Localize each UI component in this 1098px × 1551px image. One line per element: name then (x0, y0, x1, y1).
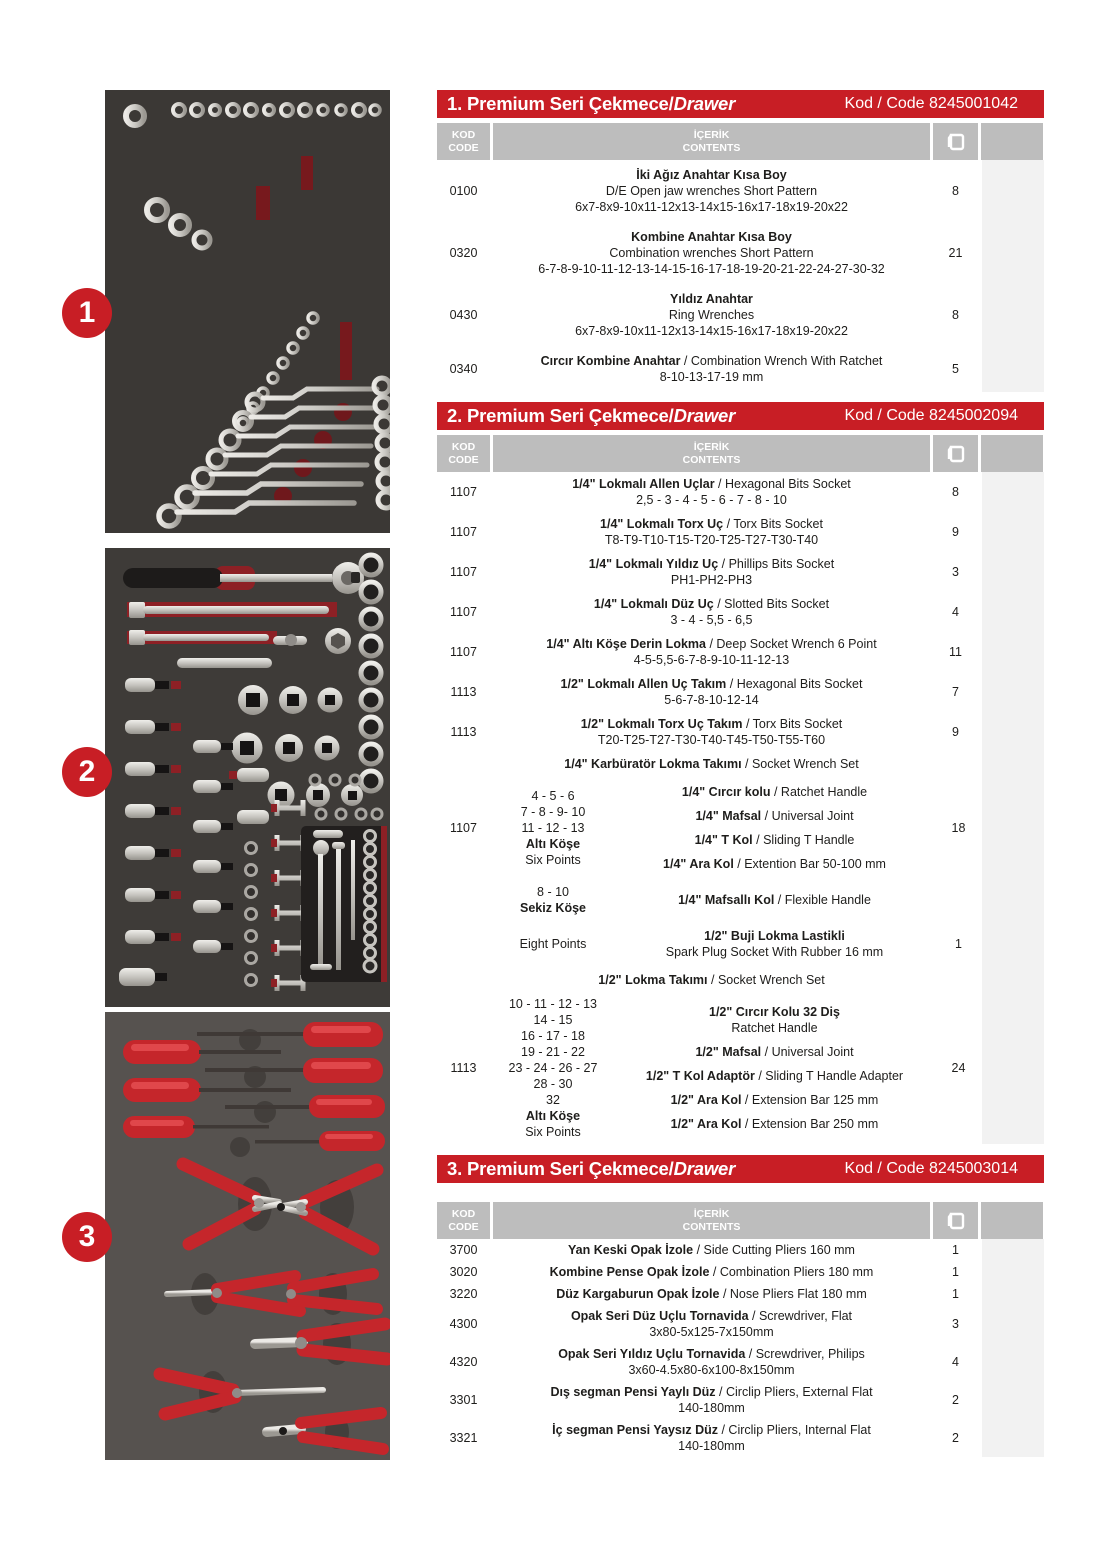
content-cell: 1/2" Lokmalı Allen Uç Takım / Hexagonal Bits Socket 5-6-7-8-10-12-14 (560, 677, 863, 707)
table-row (437, 160, 1044, 222)
table-row (437, 1305, 1044, 1343)
code-cell: 3321 (449, 1431, 478, 1445)
col-header-contents: İÇERİK CONTENTS (493, 435, 930, 472)
code-cell: 3220 (449, 1287, 478, 1301)
qty-cell: 4 (952, 1355, 959, 1369)
table-1-body (437, 160, 1044, 392)
qty-cell: 1 (955, 937, 962, 951)
table-row (437, 512, 1044, 552)
set-heading: 1/2" Lokma Takımı / Socket Wrench Set (598, 973, 825, 987)
slash-separator: / (709, 1265, 720, 1279)
qty-cell: 3 (952, 565, 959, 579)
slash-separator: / (761, 809, 772, 823)
content-cell: İki Ağız Anahtar Kısa Boy D/E Open jaw wrenches Short Pattern 6x7-8x9-10x11-12x13-14x15-16x17-18x19-20x22 (575, 168, 848, 214)
content-cell: Düz Kargaburun Opak İzole / Nose Pliers Flat 180 mm (556, 1287, 867, 1301)
slash-separator: / (723, 517, 734, 531)
content-cell: Kombine Pense Opak İzole / Combination Pliers 180 mm (549, 1265, 874, 1279)
col-header-quantity (933, 435, 978, 472)
set-group-sparkplug (437, 920, 1044, 968)
col-header-extra (981, 123, 1043, 160)
table-row (437, 1381, 1044, 1419)
set-group-quarter (437, 776, 1044, 880)
slash-separator: / (680, 354, 691, 368)
table-row (437, 672, 1044, 712)
socket-drawer-image (105, 548, 390, 1007)
col-header-kod-code: KOD CODE (437, 1202, 490, 1239)
sizes-cell: 8 - 10 Sekiz Köşe (519, 885, 586, 915)
drawer-word: Drawer (673, 1158, 736, 1179)
col-header-contents: İÇERİK CONTENTS (493, 123, 930, 160)
section-drawer-3 (437, 1155, 1044, 1457)
slash-separator: / (752, 833, 764, 847)
items-cell: 1/2" Cırcır Kolu 32 Diş Ratchet Handle 1/2" Mafsal / Universal Joint 1/2" T Kol Adaptör / Sliding T Handle Adapter 1/2" Ara Kol / Extension Bar 125 mm 1/2" Ara Kol / Extension Bar 250 mm (645, 1005, 904, 1131)
set-group-half (437, 992, 1044, 1144)
set-heading: 1/4" Karbüratör Lokma Takımı / Socket Wrench Set (564, 757, 859, 771)
quantity-icon (945, 1210, 967, 1232)
qty-cell: 8 (952, 184, 959, 198)
code-cell: 1107 (450, 525, 477, 539)
table-row (437, 346, 1044, 392)
drawer-word: Drawer (673, 93, 736, 114)
qty-cell: 1 (952, 1265, 959, 1279)
quantity-icon (945, 443, 967, 465)
content-cell: Opak Seri Yıldız Uçlu Tornavida / Screwdriver, Philips 3x60-4.5x80-6x100-8x150mm (558, 1347, 865, 1377)
table-3-header (437, 1202, 1044, 1239)
code-cell: 1113 (450, 685, 477, 699)
qty-cell: 8 (952, 485, 959, 499)
table-row (437, 632, 1044, 672)
qty-cell: 9 (952, 725, 959, 739)
qty-cell: 1 (952, 1243, 959, 1257)
drawer-photo-1 (105, 90, 390, 533)
quantity-icon (945, 131, 967, 153)
items-cell: 1/2" Buji Lokma Lastikli Spark Plug Socket With Rubber 16 mm (665, 929, 884, 959)
wrench-drawer-image (105, 90, 390, 533)
content-cell: Dış segman Pensi Yaylı Düz / Circlip Pliers, External Flat 140-180mm (550, 1385, 873, 1415)
drawer-photo-2 (105, 548, 390, 1007)
section-title: 2. Premium Seri Çekmece/Drawer (447, 405, 736, 426)
content-cell: 1/2" Lokmalı Torx Uç Takım / Torx Bits Socket T20-T25-T27-T30-T40-T45-T50-T55-T60 (580, 717, 843, 747)
section-2-banner (437, 402, 1044, 430)
code-cell: 1107 (450, 605, 477, 619)
table-row (437, 222, 1044, 284)
content-cell: İç segman Pensi Yaysız Düz / Circlip Pliers, Internal Flat 140-180mm (552, 1423, 871, 1453)
content-cell: Kombine Anahtar Kısa Boy Combination wrenches Short Pattern 6-7-8-9-10-11-12-13-14-15-16-17-18-19-20-21-22-24-27-30-32 (538, 230, 885, 276)
slash-separator: / (705, 637, 717, 651)
qty-cell: 2 (952, 1431, 959, 1445)
code-cell: 0100 (449, 184, 478, 198)
slash-separator: / (761, 1045, 772, 1059)
slash-separator: / (741, 757, 752, 771)
section-drawer-2 (437, 402, 1044, 1144)
qty-cell: 18 (951, 821, 966, 835)
qty-cell: 1 (952, 1287, 959, 1301)
drawer-marker-2 (62, 747, 112, 797)
slash-separator: / (718, 557, 729, 571)
slash-separator: / (770, 785, 781, 799)
content-cell: Opak Seri Düz Uçlu Tornavida / Screwdriver, Flat 3x80-5x125-7x150mm (570, 1309, 853, 1339)
content-cell: 1/4" Lokmalı Torx Uç / Torx Bits Socket T8-T9-T10-T15-T20-T25-T27-T30-T40 (600, 517, 823, 547)
set-heading-row (437, 968, 1044, 992)
section-title: 3. Premium Seri Çekmece/Drawer (447, 1158, 736, 1179)
section-title: 1. Premium Seri Çekmece/Drawer (447, 93, 736, 114)
table-row (437, 592, 1044, 632)
col-header-quantity (933, 1202, 978, 1239)
sizes-cell: Eight Points (519, 937, 587, 951)
table-2-body (437, 472, 1044, 1144)
col-header-extra (981, 1202, 1043, 1239)
table-row (437, 284, 1044, 346)
set-heading-row (437, 752, 1044, 776)
code-cell: 4300 (449, 1317, 478, 1331)
qty-cell: 5 (952, 362, 959, 376)
content-cell: 1/4" Lokmalı Yıldız Uç / Phillips Bits Socket PH1-PH2-PH3 (588, 557, 835, 587)
slash-separator: / (715, 1385, 726, 1399)
table-row (437, 1239, 1044, 1261)
table-row (437, 1343, 1044, 1381)
code-cell: 0320 (449, 246, 478, 260)
code-cell: 4320 (449, 1355, 478, 1369)
code-cell: 1107 (450, 485, 477, 499)
col-header-kod-code: KOD CODE (437, 435, 490, 472)
col-header-kod-code: KOD CODE (437, 123, 490, 160)
table-row (437, 1419, 1044, 1457)
slash-separator: / (693, 1243, 704, 1257)
content-cell: Yan Keski Opak İzole / Side Cutting Pliers 160 mm (568, 1243, 855, 1257)
marker-number: 1 (78, 296, 96, 329)
slash-separator: / (713, 597, 725, 611)
section-code-label: Kod / Code 8245002094 (844, 407, 1018, 424)
table-1-header (437, 123, 1044, 160)
section-code-label: Kod / Code 8245001042 (844, 95, 1018, 112)
code-cell: 1107 (450, 565, 477, 579)
pliers-drawer-image (105, 1012, 390, 1460)
qty-cell: 24 (951, 1061, 966, 1075)
slash-separator: / (726, 677, 737, 691)
qty-cell: 3 (952, 1317, 959, 1331)
table-row (437, 712, 1044, 752)
qty-cell: 8 (952, 308, 959, 322)
col-header-quantity (933, 123, 978, 160)
drawer-marker-1 (62, 288, 112, 338)
qty-cell: 11 (949, 645, 962, 659)
section-1-banner (437, 90, 1044, 118)
code-cell: 3700 (449, 1243, 478, 1257)
sizes-cell: 10 - 11 - 12 - 13 14 - 15 16 - 17 - 18 19 - 21 - 22 23 - 24 - 26 - 27 28 - 30 32 Altı Köşe Six Points (508, 997, 598, 1139)
slash-separator: / (748, 1309, 759, 1323)
content-cell: 1/4" Lokmalı Allen Uçlar / Hexagonal Bits Socket 2,5 - 3 - 4 - 5 - 6 - 7 - 8 - 10 (572, 477, 851, 507)
drawer-word: Drawer (673, 405, 736, 426)
code-cell: 1107 (450, 645, 477, 659)
table-row (437, 472, 1044, 512)
qty-cell: 7 (952, 685, 959, 699)
content-cell: 1/4" Lokmalı Düz Uç / Slotted Bits Socket 3 - 4 - 5,5 - 6,5 (593, 597, 830, 627)
sizes-cell: 4 - 5 - 6 7 - 8 - 9- 10 11 - 12 - 13 Altı Köşe Six Points (520, 789, 586, 867)
slash-separator: / (774, 893, 785, 907)
table-3-body (437, 1239, 1044, 1457)
table-row (437, 552, 1044, 592)
marker-number: 3 (78, 1220, 96, 1253)
table-row (437, 1261, 1044, 1283)
table-2-header (437, 435, 1044, 472)
slash-separator: / (742, 717, 753, 731)
qty-cell: 4 (952, 605, 959, 619)
qty-cell: 21 (948, 246, 963, 260)
content-cell: Cırcır Kombine Anahtar / Combination Wrench With Ratchet 8-10-13-17-19 mm (540, 354, 883, 384)
slash-separator: / (733, 857, 745, 871)
drawer-marker-3 (62, 1212, 112, 1262)
code-cell: 3301 (449, 1393, 478, 1407)
slash-separator: / (718, 1423, 729, 1437)
code-cell: 3020 (449, 1265, 478, 1279)
table-row (437, 1283, 1044, 1305)
slash-separator: / (707, 973, 718, 987)
code-cell: 1113 (450, 725, 477, 739)
col-header-contents: İÇERİK CONTENTS (493, 1202, 930, 1239)
items-cell: 1/4" Mafsallı Kol / Flexible Handle (678, 893, 871, 907)
items-cell: 1/4" Cırcır kolu / Ratchet Handle 1/4" Mafsal / Universal Joint 1/4" T Kol / Sliding T Handle 1/4" Ara Kol / Extention Bar 50-100 mm (663, 785, 886, 871)
code-cell: 1107 (450, 821, 477, 835)
section-drawer-1 (437, 90, 1044, 392)
slash-separator: / (714, 477, 725, 491)
qty-cell: 2 (952, 1393, 959, 1407)
slash-separator: / (745, 1347, 756, 1361)
set-group-eightpoint (437, 880, 1044, 920)
col-header-extra (981, 435, 1043, 472)
marker-number: 2 (78, 755, 96, 788)
section-code-label: Kod / Code 8245003014 (844, 1160, 1018, 1177)
section-3-banner (437, 1155, 1044, 1183)
code-cell: 0430 (449, 308, 478, 322)
content-cell: 1/4" Altı Köşe Derin Lokma / Deep Socket Wrench 6 Point 4-5-5,5-6-7-8-9-10-11-12-13 (546, 637, 877, 667)
slash-separator: / (754, 1069, 766, 1083)
slash-separator: / (719, 1287, 730, 1301)
drawer-photo-3 (105, 1012, 390, 1460)
content-cell: Yıldız Anahtar Ring Wrenches 6x7-8x9-10x11-12x13-14x15-16x17-18x19-20x22 (575, 292, 848, 338)
code-cell: 0340 (449, 362, 478, 376)
code-cell: 1113 (450, 1061, 477, 1075)
qty-cell: 9 (952, 525, 959, 539)
slash-separator: / (741, 1093, 752, 1107)
slash-separator: / (741, 1117, 752, 1131)
